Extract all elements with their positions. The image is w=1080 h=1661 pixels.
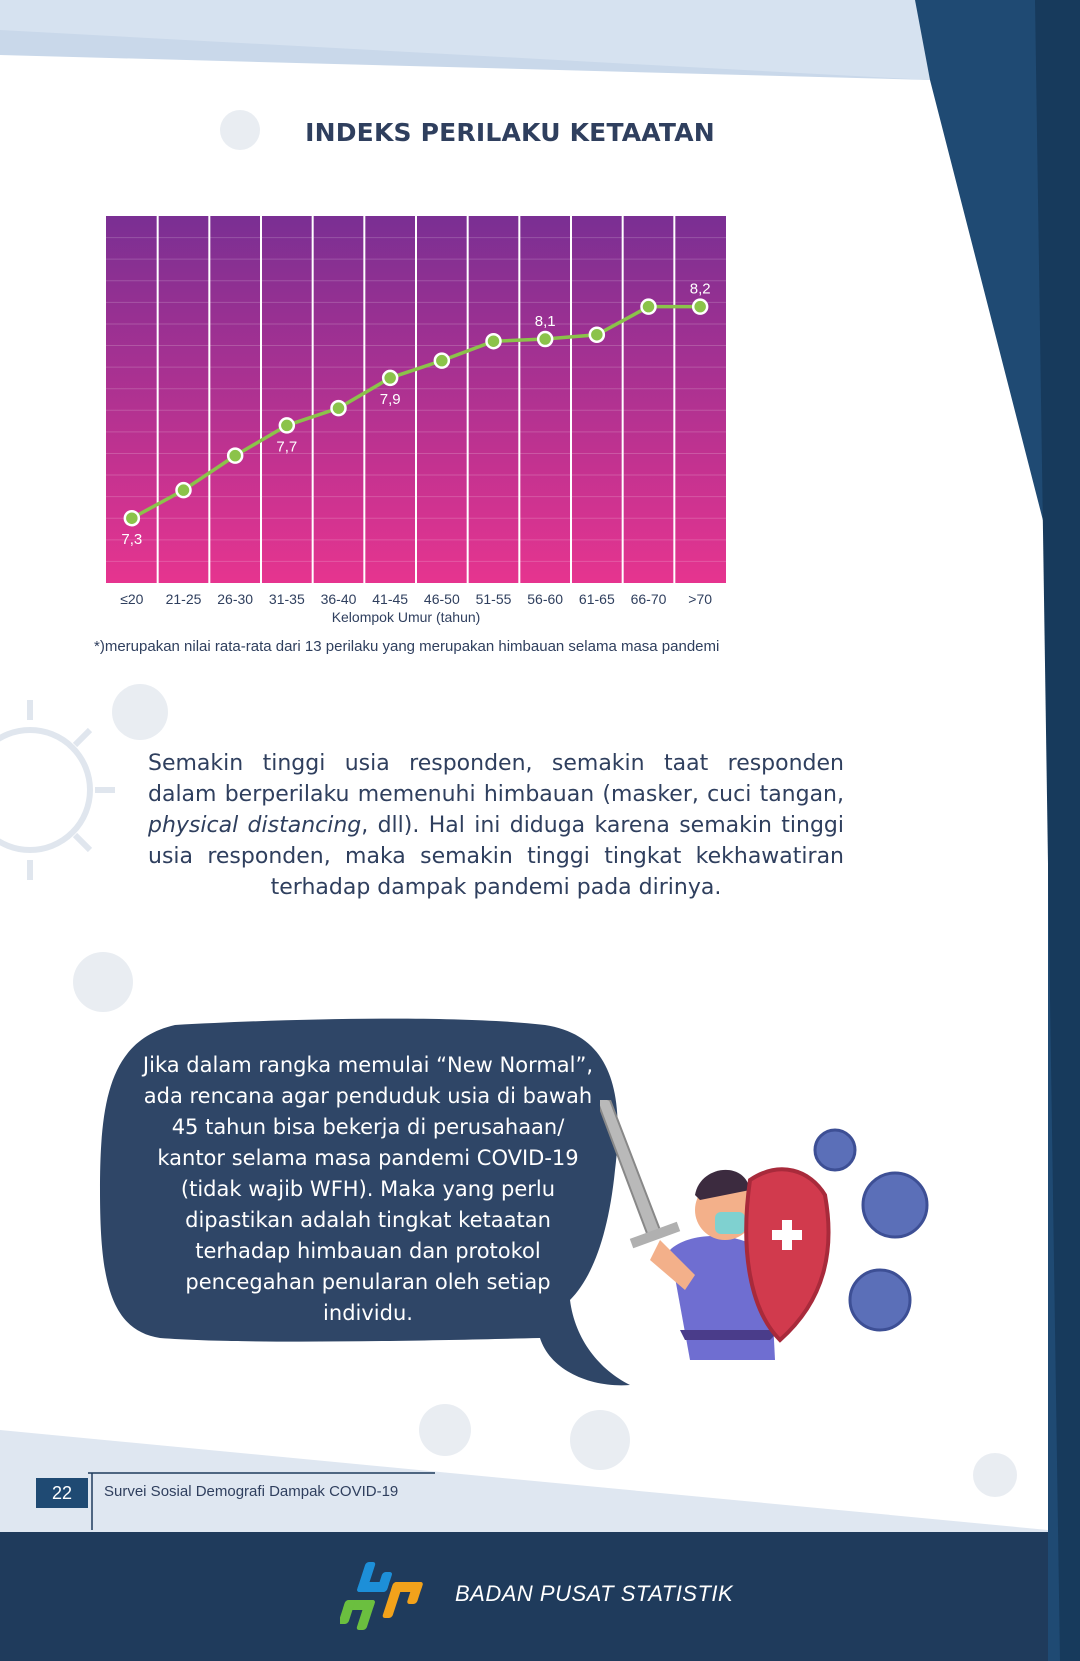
data-label: 8,1 — [534, 313, 556, 331]
paragraph-part-2: , dll). Hal ini diduga karena semakin tinggi usia responden, maka semakin tinggi tingkat kekhawatiran terhadap dampak pandemi pada dirinya. — [148, 813, 844, 900]
x-tick-label: 51-55 — [475, 591, 512, 607]
data-point — [332, 401, 346, 415]
summary-paragraph — [148, 748, 844, 903]
x-tick-label: 36-40 — [320, 591, 357, 607]
footnote: *)merupakan nilai rata-rata dari 13 perilaku yang merupakan himbauan selama masa pandemi — [94, 638, 720, 655]
data-point — [693, 300, 707, 314]
data-point — [435, 354, 449, 368]
data-point — [590, 328, 604, 342]
x-tick-label: 66-70 — [630, 591, 667, 607]
data-point — [280, 418, 294, 432]
x-tick-label: 31-35 — [268, 591, 305, 607]
data-point — [538, 332, 552, 346]
x-axis-label: Kelompok Umur (tahun) — [331, 609, 481, 625]
x-tick-label: >70 — [688, 591, 713, 607]
line-chart — [90, 200, 750, 630]
speech-bubble-text: Jika dalam rangka memulai “New Normal”, ada rencana agar penduduk usia di bawah 45 tahun bisa bekerja di perusahaan/ kantor selama masa pandemi COVID-19 (tidak wajib WFH). Maka yang perlu dipastikan adalah tingkat ketaatan terhadap himbauan dan protokol pencegahan penularan oleh setiap individu. — [142, 1053, 594, 1325]
sword-icon — [600, 1100, 660, 1236]
man-with-sword-and-shield-illustration — [600, 1100, 960, 1440]
publication-title: Survei Sosial Demografi Dampak COVID-19 — [104, 1483, 399, 1500]
bps-logo — [340, 1556, 436, 1636]
page-title: INDEKS PERILAKU KETAATAN — [305, 118, 715, 147]
x-tick-label: 41-45 — [372, 591, 409, 607]
page-number: 22 — [36, 1478, 88, 1508]
x-tick-label: 26-30 — [217, 591, 254, 607]
paragraph-part-1: Semakin tinggi usia responden, semakin taat responden dalam berperilaku memenuhi himbauan (masker, cuci tangan, — [148, 751, 844, 807]
x-tick-label: 61-65 — [578, 591, 615, 607]
paragraph-italic-term: physical distancing — [148, 813, 362, 838]
data-label: 8,2 — [689, 280, 711, 298]
x-tick-label: 21-25 — [165, 591, 202, 607]
data-point — [177, 483, 191, 497]
organization-name: BADAN PUSAT STATISTIK — [455, 1581, 734, 1606]
data-label: 7,9 — [379, 390, 401, 408]
face-mask-icon — [715, 1212, 745, 1234]
x-tick-label: 46-50 — [423, 591, 460, 607]
data-label: 7,3 — [121, 531, 143, 549]
data-label: 7,7 — [276, 438, 298, 456]
virus-icon — [815, 1130, 927, 1330]
data-point — [125, 511, 139, 525]
data-point — [383, 371, 397, 385]
x-tick-labels — [120, 591, 712, 607]
virus-decoration-left — [0, 700, 115, 880]
x-tick-label: ≤20 — [120, 591, 144, 607]
data-point — [487, 334, 501, 348]
x-tick-label: 56-60 — [527, 591, 564, 607]
data-point — [228, 449, 242, 463]
data-point — [642, 300, 656, 314]
